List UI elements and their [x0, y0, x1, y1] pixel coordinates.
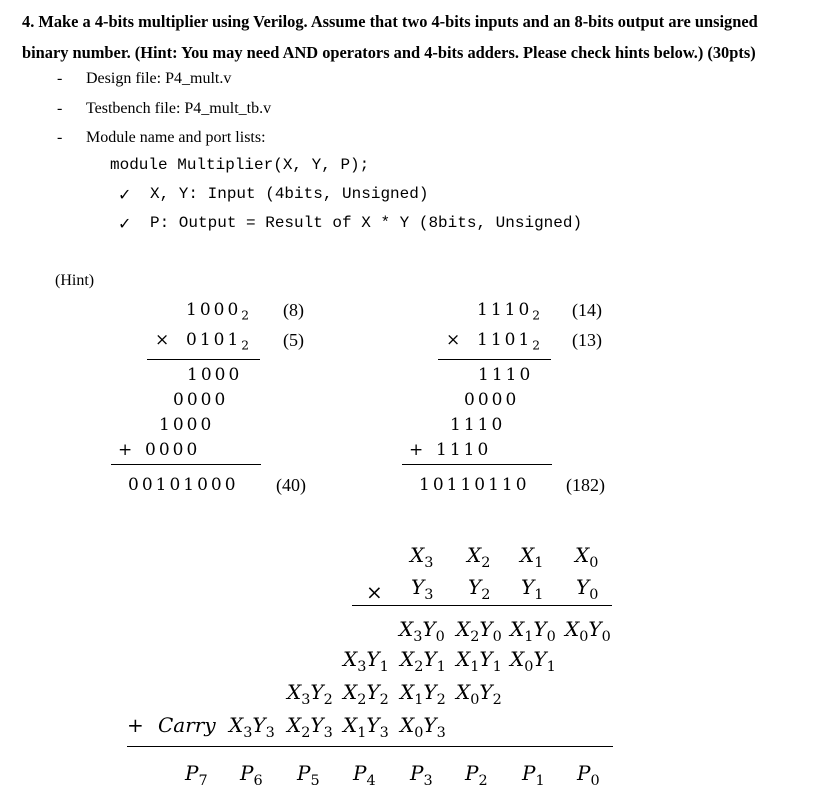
product-bit: $P_0$	[577, 761, 600, 789]
x-term: $X_3$	[410, 543, 434, 571]
y-term: $Y_1$	[521, 575, 544, 603]
ex1-rule-top	[147, 359, 260, 360]
product-bit: $P_4$	[353, 761, 376, 789]
module-ports-text: Module name and port lists:	[86, 129, 266, 146]
product-bit: $P_5$	[297, 761, 320, 789]
ex2-partial-1: 0000	[464, 390, 520, 410]
x-term: $X_2$	[467, 543, 491, 571]
partial-product: $X_2Y_2$	[343, 680, 389, 708]
x-term: $X_1$	[520, 543, 544, 571]
y-term: $Y_2$	[468, 575, 491, 603]
partial-product: $X_0Y_3$	[400, 713, 446, 741]
module-declaration: module Multiplier(X, Y, P);	[110, 156, 370, 174]
design-file-text: Design file: P4_mult.v	[86, 70, 232, 87]
partial-product: $X_2Y_3$	[287, 713, 333, 741]
partial-product: $X_1Y_1$	[456, 647, 502, 675]
ex1-multiplier-decimal: (5)	[283, 330, 304, 350]
general-rule-bottom	[127, 746, 613, 747]
product-bit: $P_1$	[522, 761, 545, 789]
y-term: $Y_3$	[411, 575, 434, 603]
partial-product: $X_0Y_1$	[510, 647, 556, 675]
ex1-partial-0: 1000	[187, 365, 243, 385]
ex1-multiplicand: $1000_2$	[186, 300, 253, 323]
bullet-marker: -	[57, 100, 63, 117]
bullet-marker: -	[57, 129, 63, 146]
question-line-2: binary number. (Hint: You may need AND operators and 4-bits adders. Please check hints below.) (30pts)	[22, 43, 756, 62]
ex2-rule-bottom	[402, 464, 552, 465]
general-plus-sign: +	[127, 713, 144, 737]
partial-product: $X_2Y_1$	[400, 647, 446, 675]
ex1-multiplicand-decimal: (8)	[283, 300, 304, 320]
ex1-result-decimal: (40)	[276, 475, 306, 495]
ex1-multiplier: $0101_2$	[186, 330, 253, 353]
ex1-partial-2: 1000	[159, 415, 215, 435]
ex2-times-sign: ×	[446, 330, 464, 350]
ex2-partial-3: 1110	[436, 440, 492, 460]
partial-product: $X_3Y_0$	[399, 617, 445, 645]
partial-product: $X_3Y_1$	[343, 647, 389, 675]
product-bit: $P_6$	[240, 761, 263, 789]
product-bit: $P_7$	[185, 761, 208, 789]
ex2-multiplier: $1101_2$	[477, 330, 544, 353]
partial-product: $X_0Y_0$	[565, 617, 611, 645]
ex2-plus-sign: +	[409, 440, 427, 460]
partial-product: $X_3Y_3$	[229, 713, 275, 741]
ex1-rule-bottom	[111, 464, 261, 465]
bullet-marker: -	[57, 70, 63, 87]
ex2-result: 10110110	[419, 475, 530, 495]
check-icon: ✓	[118, 216, 132, 233]
port-xy: X, Y: Input (4bits, Unsigned)	[150, 185, 429, 203]
ex2-multiplicand-decimal: (14)	[572, 300, 602, 320]
partial-product: $X_3Y_2$	[287, 680, 333, 708]
general-times-sign: ×	[366, 580, 383, 604]
partial-product: $X_0Y_2$	[456, 680, 502, 708]
x-term: $X_0$	[575, 543, 599, 571]
question-line-1: 4. Make a 4-bits multiplier using Verilog. Assume that two 4-bits inputs and an 8-bits output are unsigned	[22, 12, 758, 31]
ex1-times-sign: ×	[155, 330, 173, 350]
ex2-multiplicand: $1110_2$	[477, 300, 544, 323]
ex2-rule-top	[438, 359, 551, 360]
ex2-multiplier-decimal: (13)	[572, 330, 602, 350]
testbench-file-text: Testbench file: P4_mult_tb.v	[86, 100, 272, 117]
product-bit: $P_3$	[410, 761, 433, 789]
ex2-partial-2: 1110	[450, 415, 506, 435]
partial-product: $X_2Y_0$	[456, 617, 502, 645]
ex2-result-decimal: (182)	[566, 475, 605, 495]
ex1-plus-sign: +	[118, 440, 136, 460]
partial-product: $X_1Y_3$	[343, 713, 389, 741]
ex1-partial-1: 0000	[173, 390, 229, 410]
partial-product: $X_1Y_0$	[510, 617, 556, 645]
hint-label: (Hint)	[55, 272, 95, 289]
product-bit: $P_2$	[465, 761, 488, 789]
y-term: $Y_0$	[576, 575, 599, 603]
port-p: P: Output = Result of X * Y (8bits, Unsigned)	[150, 214, 583, 232]
general-rule-top	[352, 605, 612, 606]
ex2-partial-0: 1110	[478, 365, 534, 385]
general-carry-label: Carry	[158, 713, 216, 737]
ex1-result: 00101000	[128, 475, 239, 495]
partial-product: $X_1Y_2$	[400, 680, 446, 708]
ex1-partial-3: 0000	[145, 440, 201, 460]
check-icon: ✓	[118, 187, 132, 204]
